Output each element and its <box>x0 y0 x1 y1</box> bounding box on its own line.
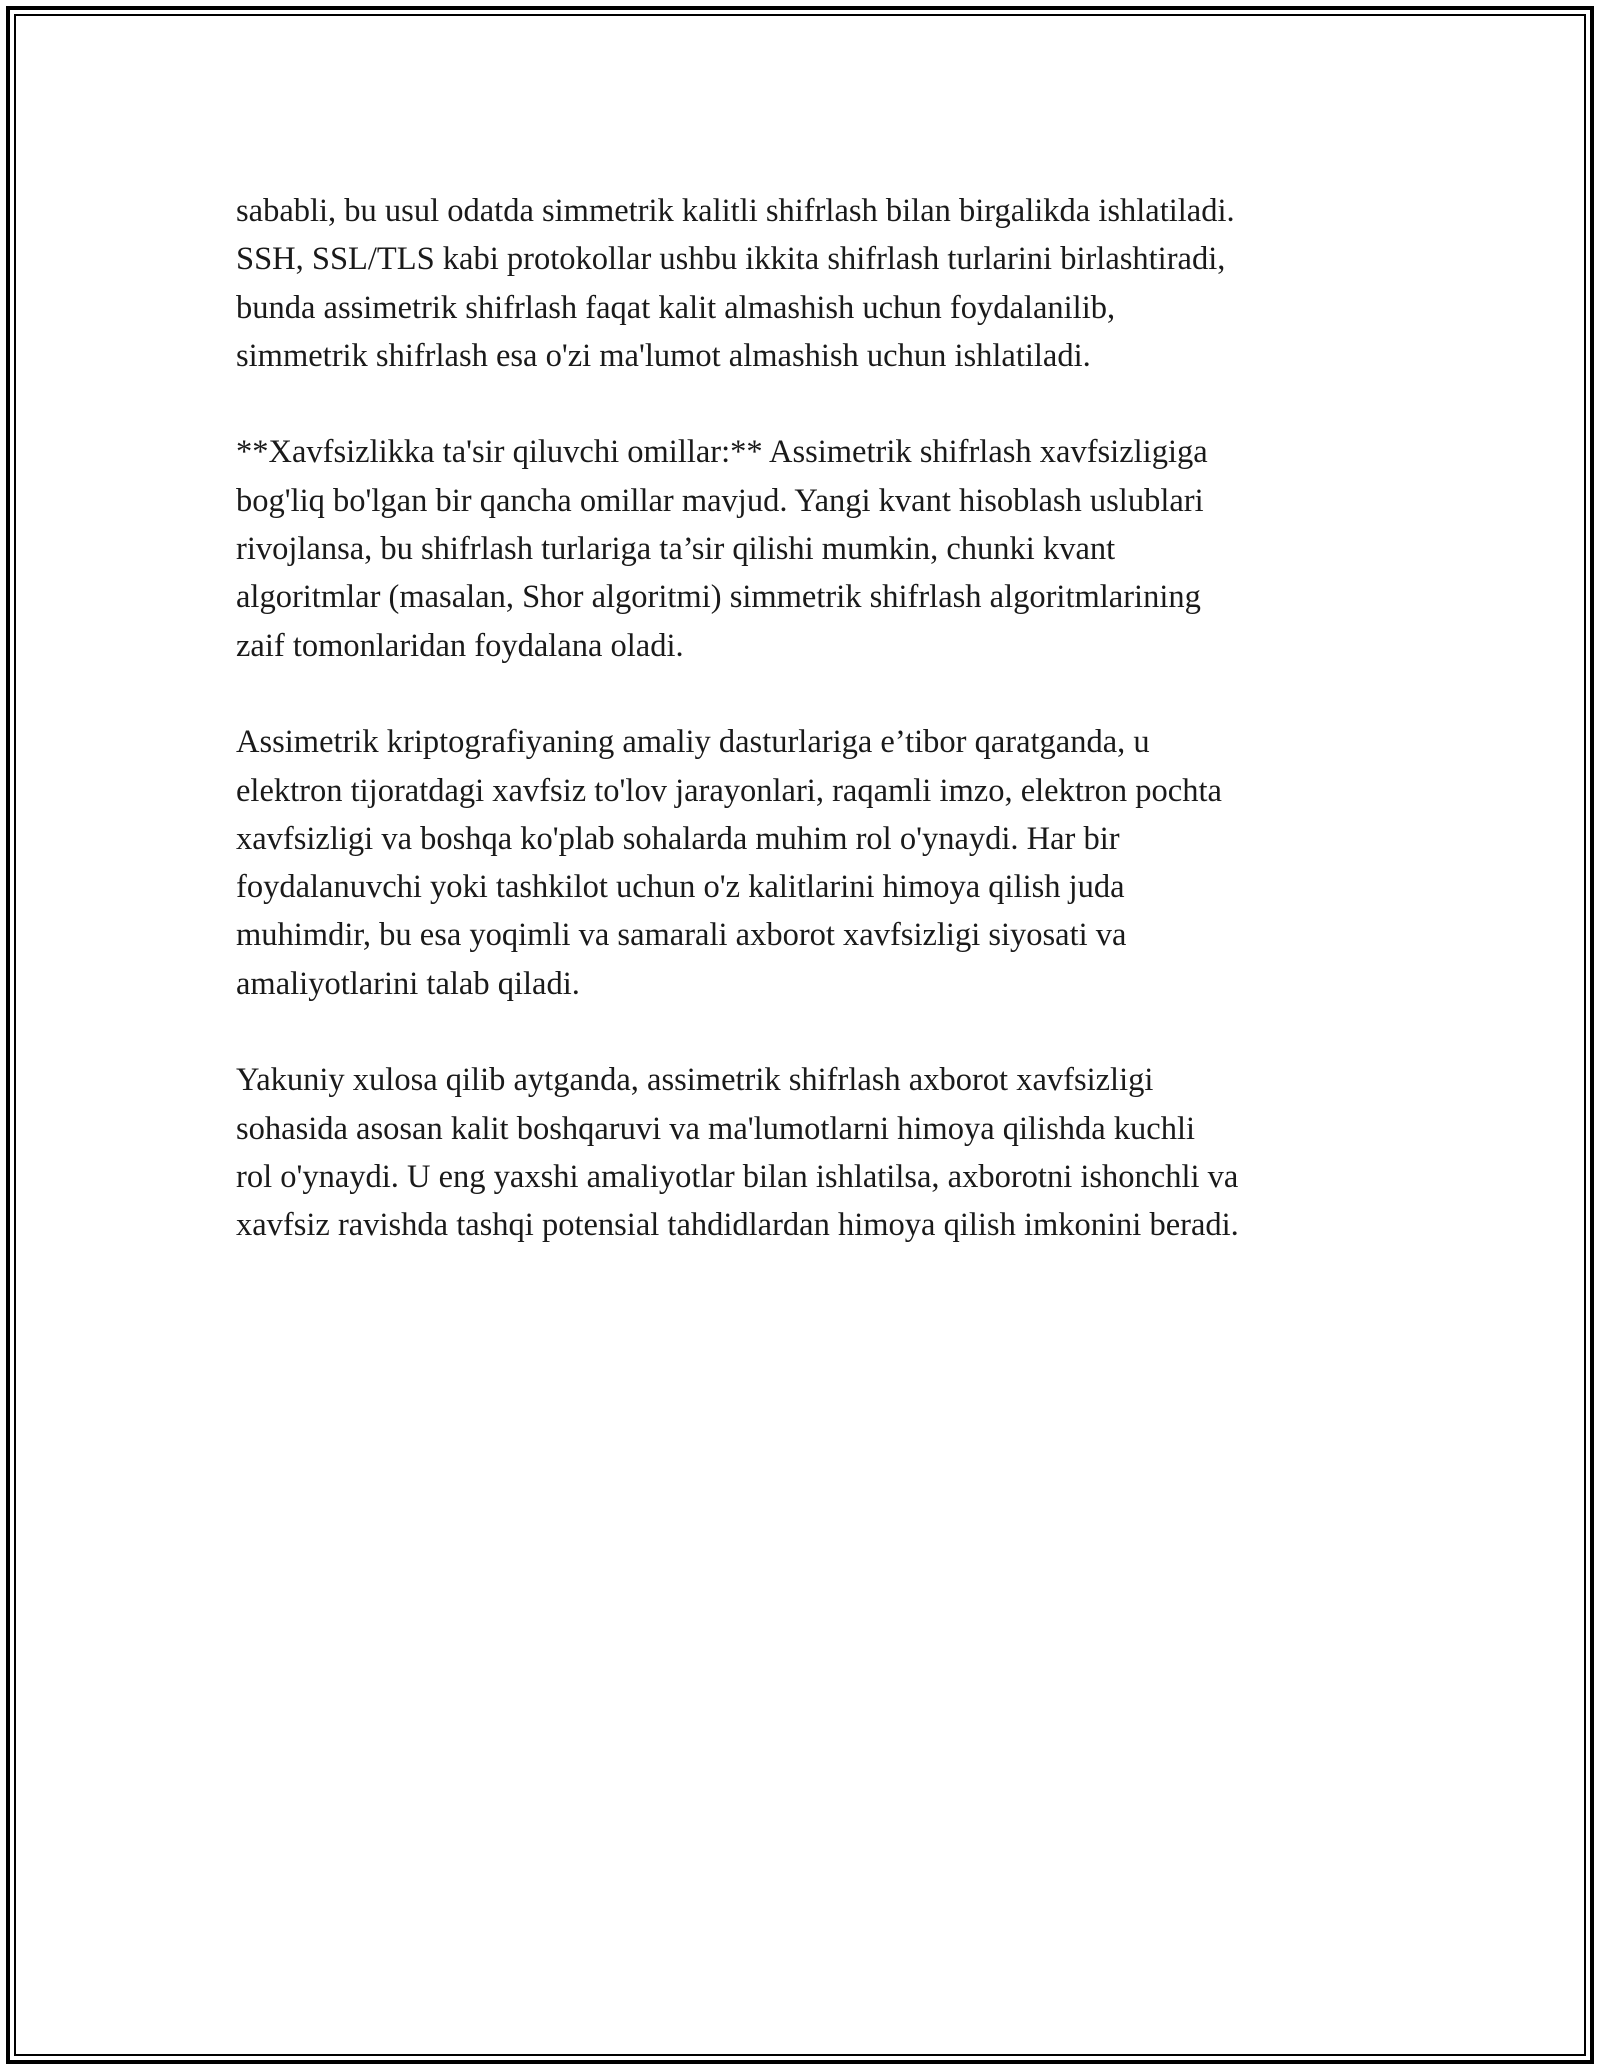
text-line: SSH, SSL/TLS kabi protokollar ushbu ikkita shifrlash turlarini birlashtiradi, <box>236 241 1226 278</box>
paragraph-conclusion <box>236 1056 1386 1249</box>
paragraph-key-exchange <box>236 187 1386 380</box>
text-line: foydalanuvchi yoki tashkilot uchun o'z kalitlarini himoya qilish juda <box>236 869 1125 906</box>
text-line: sababli, bu usul odatda simmetrik kalitli shifrlash bilan birgalikda ishlatiladi. <box>236 193 1235 229</box>
text-line: **Xavfsizlikka ta'sir qiluvchi omillar:** Assimetrik shifrlash xavfsizligiga <box>236 434 1208 471</box>
text-line: elektron tijoratdagi xavfsiz to'lov jarayonlari, raqamli imzo, elektron pochta <box>236 772 1222 809</box>
text-line: sohasida asosan kalit boshqaruvi va ma'lumotlarni himoya qilishda kuchli <box>236 1110 1196 1147</box>
text-line: Assimetrik kriptografiyaning amaliy dasturlariga e’tibor qaratganda, u <box>236 724 1150 761</box>
text-line: xavfsiz ravishda tashqi potensial tahdidlardan himoya qilish imkonini beradi. <box>236 1207 1239 1244</box>
text-line: bog'liq bo'lgan bir qancha omillar mavjud. Yangi kvant hisoblash uslublari <box>236 482 1204 519</box>
text-line: zaif tomonlaridan foydalana oladi. <box>236 627 684 664</box>
text-line: muhimdir, bu esa yoqimli va samarali axborot xavfsizligi siyosati va <box>236 917 1127 954</box>
text-line: algoritmlar (masalan, Shor algoritmi) simmetrik shifrlash algoritmlarining <box>236 579 1201 616</box>
document-body <box>236 187 1386 1298</box>
paragraph-applications <box>236 718 1386 1008</box>
text-line: simmetrik shifrlash esa o'zi ma'lumot almashish uchun ishlatiladi. <box>236 337 1091 374</box>
text-line: xavfsizligi va boshqa ko'plab sohalarda muhim rol o'ynaydi. Har bir <box>236 820 1120 857</box>
paragraph-security-factors <box>236 428 1386 669</box>
text-line: rivojlansa, bu shifrlash turlariga ta’sir qilishi mumkin, chunki kvant <box>236 531 1116 568</box>
text-line: Yakuniy xulosa qilib aytganda, assimetrik shifrlash axborot xavfsizligi <box>236 1062 1154 1099</box>
text-line: amaliyotlarini talab qiladi. <box>236 965 580 1002</box>
text-line: bunda assimetrik shifrlash faqat kalit almashish uchun foydalanilib, <box>236 289 1116 326</box>
text-line: rol o'ynaydi. U eng yaxshi amaliyotlar bilan ishlatilsa, axborotni ishonchli va <box>236 1158 1239 1195</box>
